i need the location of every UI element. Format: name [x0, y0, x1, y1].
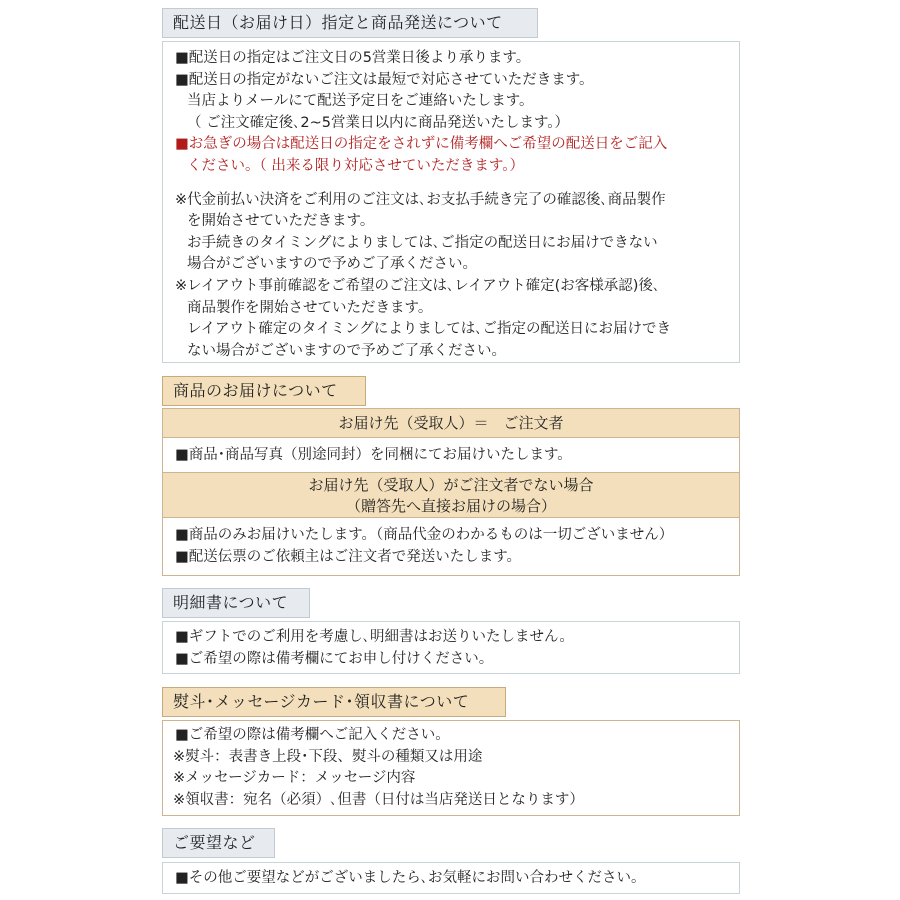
section-title-delivery: 商品のお届けについて	[162, 376, 366, 406]
info-line: （ ご注文確定後､2~5営業日以内に商品発送いたします。）	[187, 114, 570, 131]
requests-box	[162, 862, 740, 894]
case2-header	[163, 473, 739, 518]
section-title-noshi: 熨斗･メッセージカード･領収書について	[162, 687, 506, 717]
section-title-delivery-date: 配送日（お届け日）指定と商品発送について	[162, 8, 538, 38]
info-line: ■商品･商品写真（別途同封）を同梱にてお届けいたします。	[175, 447, 572, 463]
noshi-box	[162, 720, 740, 816]
note-line: を開始させていただきます。	[187, 213, 375, 230]
section-title-statement: 明細書について	[162, 588, 310, 618]
case2-header-line: お届け先（受取人）がご注文者でない場合	[308, 476, 594, 494]
info-line: ■ご希望の際は備考欄へご記入ください。	[175, 727, 450, 743]
info-line: ■配送日の指定がないご注文は最短で対応させていただきます。	[175, 71, 594, 88]
note-line: お手続きのタイミングによりましては､ご指定の配送日にお届けできない	[187, 234, 658, 251]
note-line: レイアウト確定のタイミングによりましては､ご指定の配送日にお届けでき	[187, 321, 672, 338]
note-line: 場合がございますので予めご了承ください。	[187, 256, 477, 273]
delivery-date-box	[162, 41, 740, 363]
info-line: ■その他ご要望などがございましたら､お気軽にお問い合わせください。	[175, 870, 646, 886]
info-line: ■商品のみお届けいたします。（商品代金のわかるものは一切ございません）	[175, 527, 674, 543]
note-line: ※領収書：宛名（必須）､但書（日付は当店発送日となります）	[173, 791, 584, 808]
delivery-box	[162, 408, 740, 576]
case1-header: お届け先（受取人）＝ ご注文者	[163, 409, 739, 438]
note-line: ※熨斗：表書き上段･下段、熨斗の種類又は用途	[173, 748, 483, 765]
info-line: ■配送伝票のご依頼主はご注文者で発送いたします。	[175, 548, 522, 565]
info-line: ■ギフトでのご利用を考慮し､明細書はお送りいたしません。	[175, 629, 574, 645]
urgent-line: ■お急ぎの場合は配送日の指定をされずに備考欄へご希望の配送日をご記入	[175, 136, 668, 153]
note-line: ※メッセージカード：メッセージ内容	[173, 770, 416, 787]
note-line: ない場合がございますので予めご了承ください。	[187, 342, 506, 359]
section-title-requests: ご要望など	[162, 828, 275, 858]
info-line: 当店よりメールにて配送予定日をご連絡いたします。	[187, 93, 534, 110]
note-line: ※レイアウト事前確認をご希望のご注文は､レイアウト確定(お客様承認)後､	[175, 277, 661, 294]
case2-header-line: （贈答先へ直接お届けの場合）	[345, 497, 556, 515]
info-line: ■ご希望の際は備考欄にてお申し付けください。	[175, 650, 494, 667]
statement-box	[162, 621, 740, 674]
info-line: ■配送日の指定はご注文日の5営業日後より承ります。	[175, 50, 531, 66]
note-line: ※代金前払い決済をご利用のご注文は､お支払手続き完了の確認後､商品製作	[175, 191, 666, 208]
urgent-line: ください。（ 出来る限り対応させていただきます。）	[187, 157, 524, 174]
note-line: 商品製作を開始させていただきます。	[187, 299, 433, 316]
